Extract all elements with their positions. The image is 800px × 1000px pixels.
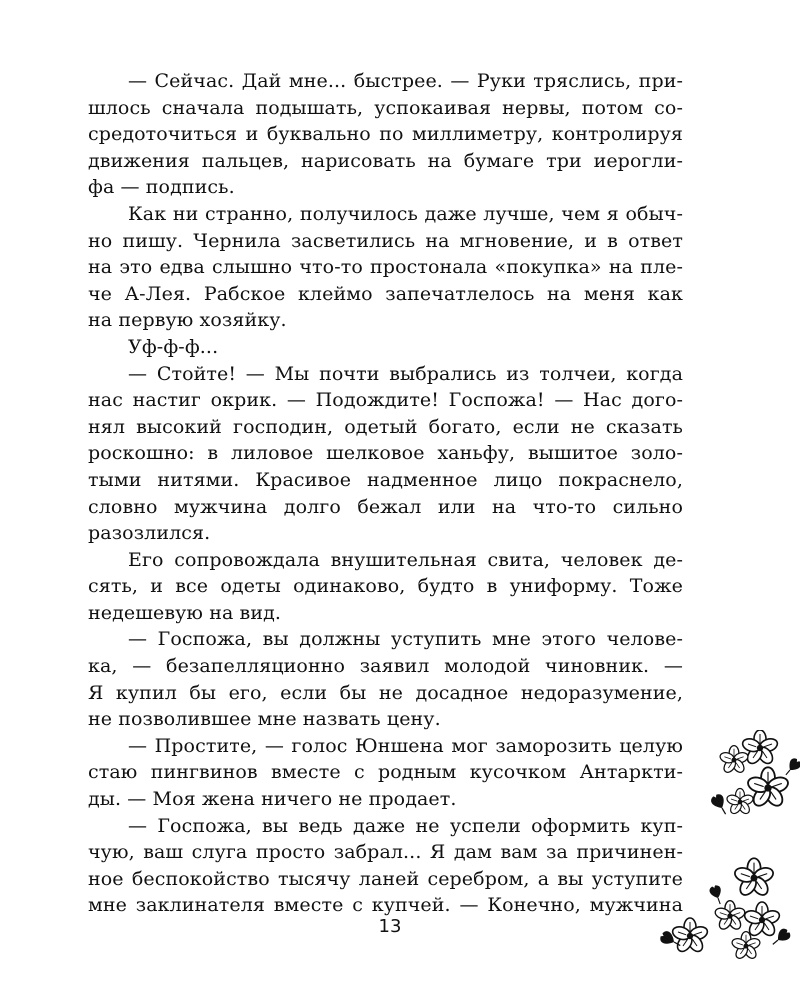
text-line: — Госпожа, вы должны уступить мне этого челове- [128,628,683,651]
text-line: разозлился. [88,522,211,545]
text-line: недешевую на вид. [88,601,282,624]
text-line: не позволившее мне назвать цену. [88,708,441,731]
text-line: словно мужчина долго бежал или на что-то сильно [88,495,683,518]
text-line: нял высокий господин, одетый богато, если не сказать [88,415,683,438]
flower-cluster-icon [650,730,800,1000]
text-line: Его сопровождала внушительная свита, человек де- [128,548,683,571]
flower-icon [719,746,749,775]
text-line: — Стойте! — Мы почти выбрались из толчеи, когда [128,362,683,385]
flower-icon [733,858,775,898]
text-line: движения пальцев, нарисовать на бумаге три иерогли- [88,149,683,172]
flower-icon [731,932,761,961]
flower-icon [726,789,755,816]
text-line: шлось сначала подышать, успокаивая нервы, потом со- [88,96,683,119]
bud-icon [708,884,725,906]
text-line: но пишу. Чернила засветились на мгновение, и в ответ [88,229,683,252]
text-line: чую, ваш слуга просто забрал... Я дам вам за причинен- [88,841,683,864]
page-number: 13 [378,916,402,937]
text-line: средоточиться и буквально по миллиметру, контролируя [88,123,683,146]
bud-icon [782,757,800,779]
text-line: мне заклинателя вместе с купчей. — Конечно, мужчина [88,894,683,917]
text-line: Я купил бы его, если бы не досадное недоразумение, [88,681,683,704]
text-line: фа — подпись. [88,176,235,199]
text-line: на первую хозяйку. [88,309,287,332]
text-line: ное беспокойство тысячу ланей серебром, а вы уступите [88,867,683,890]
text-line: тыми нитями. Красивое надменное лицо покраснело, [88,468,683,491]
text-line: — Сейчас. Дай мне... быстрее. — Руки тряслись, при- [128,70,683,92]
text-line: — Госпожа, вы ведь даже не успели оформить куп- [128,814,683,837]
text-line: Уф-ф-ф... [128,335,219,358]
flower-icon [714,901,746,932]
text-line: ка, — безапелляционно заявил молодой чиновник. — [88,655,683,678]
text-line: роскошно: в лиловое шелковое ханьфу, вышитое золо- [88,442,683,465]
text-line: нас настиг окрик. — Подождите! Госпожа! — Нас дого- [88,389,683,412]
text-line: че А-Лея. Рабское клеймо запечатлелось на меня как [88,282,683,305]
text-line: сять, и все одеты одинаково, будто в униформу. Тоже [88,575,683,598]
flower-icon [746,767,790,809]
text-line: — Простите, — голос Юншена мог заморозить целую [128,734,683,757]
body-text [88,68,683,919]
text-line: стаю пингвинов вместе с родным кусочком Антаркти- [88,761,683,784]
flower-icon [741,730,779,766]
flower-icon [671,918,709,954]
text-line: Как ни странно, получилось даже лучше, чем я обыч- [128,202,683,225]
text-line: ды. — Моя жена ничего не продает. [88,788,457,811]
text-line: на это едва слышно что-то простонала «покупка» на пле- [88,256,683,279]
